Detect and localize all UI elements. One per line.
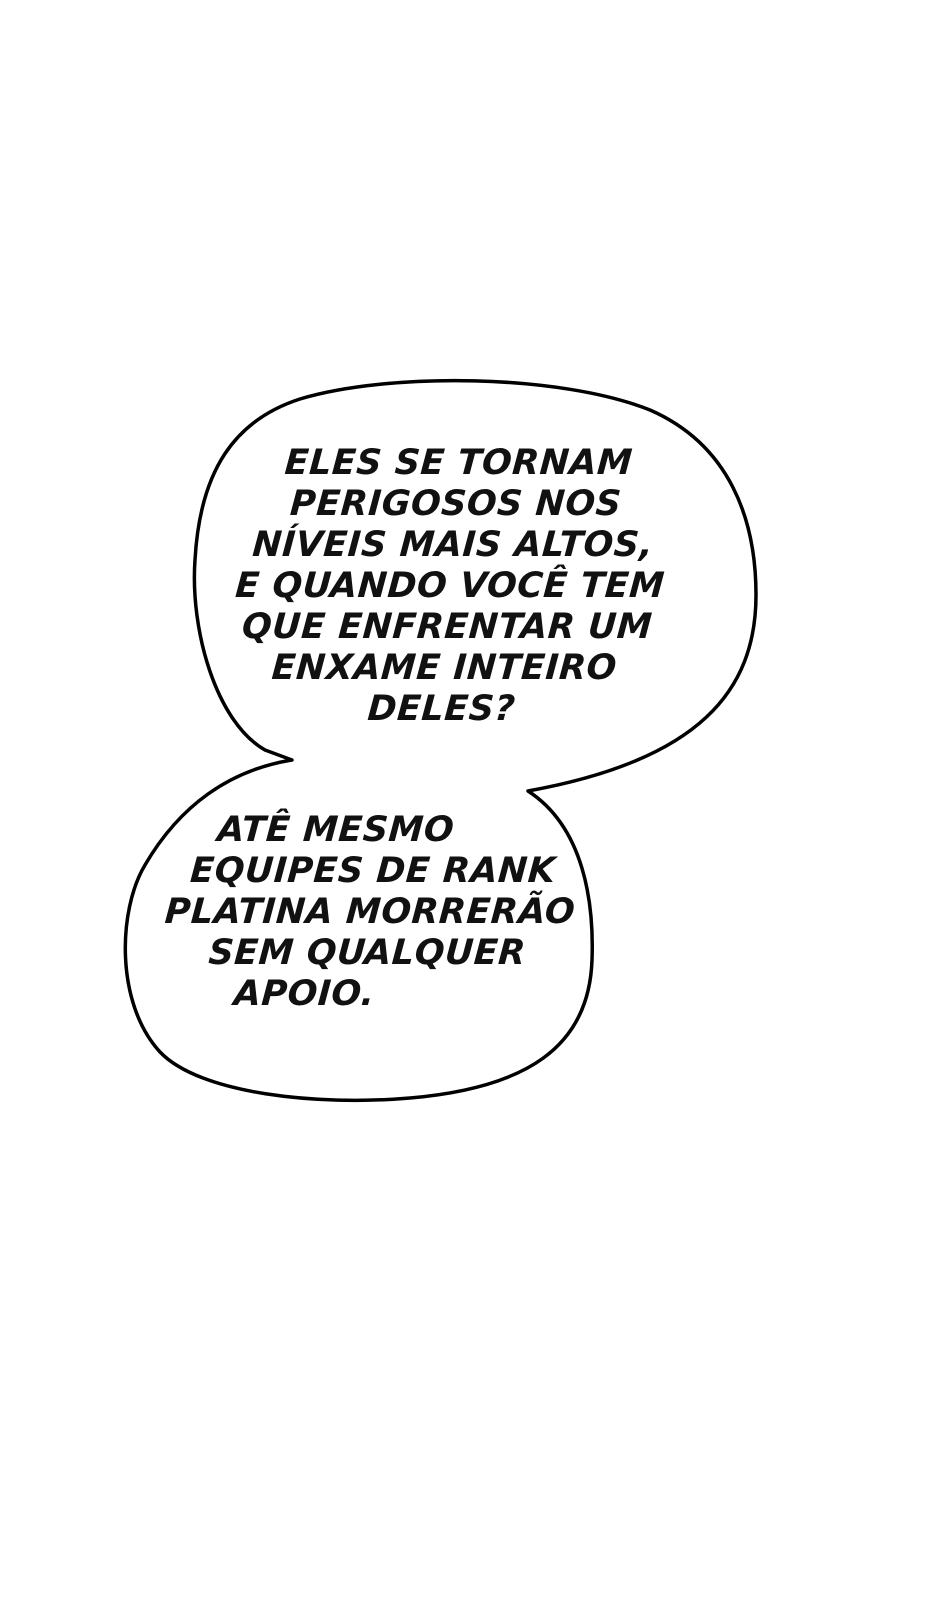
dialogue-line: DELES? <box>366 689 517 729</box>
dialogue-line: APOIO. <box>232 974 377 1014</box>
dialogue-line: PERIGOSOS NOS <box>288 484 623 524</box>
dialogue-line: NÍVEIS MAIS ALTOS, <box>251 525 655 565</box>
dialogue-line: E QUANDO VOCÊ TEM <box>234 566 667 606</box>
dialogue-line: ATÊ MESMO <box>215 810 456 850</box>
speech-balloon-bottom-text <box>133 810 607 1015</box>
speech-balloon-top-text <box>210 443 690 730</box>
dialogue-line: ENXAME INTEIRO <box>270 648 619 688</box>
dialogue-line: SEM QUALQUER <box>207 933 528 973</box>
dialogue-line: QUE ENFRENTAR UM <box>240 607 654 647</box>
dialogue-line: ELES SE TORNAM <box>283 443 634 483</box>
dialogue-line: PLATINA MORRERÃO <box>163 892 577 932</box>
dialogue-line: EQUIPES DE RANK <box>188 851 557 891</box>
